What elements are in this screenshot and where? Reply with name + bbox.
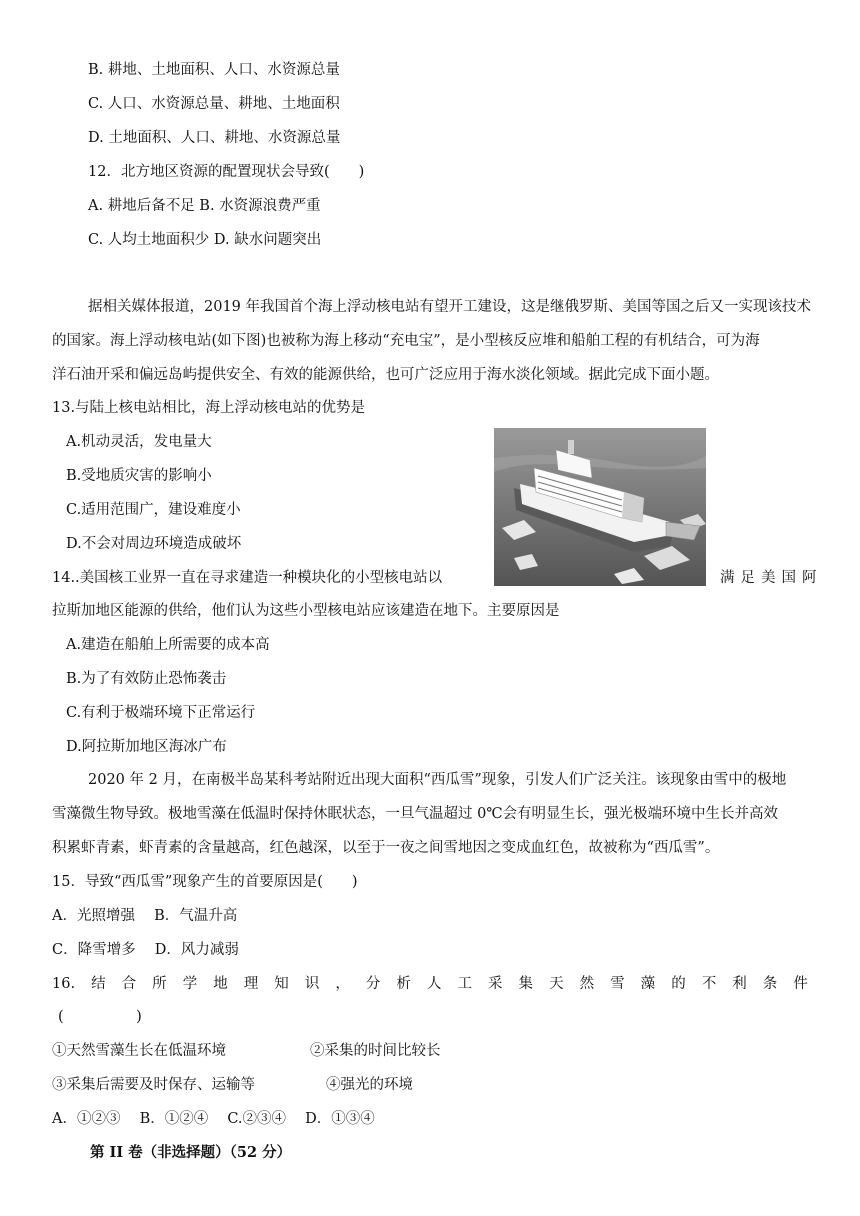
q16-options: A．①②③ B．①②④ C.②③④ D．①③④ xyxy=(52,1111,375,1127)
q15-options-cd: C．降雪增多 D．风力减弱 xyxy=(52,942,239,958)
q15-options-ab: A．光照增强 B．气温升高 xyxy=(52,908,238,924)
q14-stem-left: 14..美国核工业界一直在寻求建造一种模块化的小型核电站以 xyxy=(52,570,443,586)
q11-option-d: D. 土地面积、人口、耕地、水资源总量 xyxy=(88,130,341,146)
q16-stem-char: 不 xyxy=(701,976,717,992)
q16-stem-char: 天 xyxy=(549,976,564,992)
q16-stem-char: 16. xyxy=(52,976,76,992)
q16-stem-paren: ( ) xyxy=(58,1009,142,1025)
q12-options-ab: A. 耕地后备不足 B. 水资源浪费严重 xyxy=(88,198,321,214)
passage2-line-2: 雪藻微生物导致。极地雪藻在低温时保持休眠状态，一旦气温超过 0℃会有明显生长，强光极端环境中生长并高效 xyxy=(52,806,779,822)
q16-stem-char: 采 xyxy=(488,976,503,992)
q16-stem-char: 合 xyxy=(121,976,137,992)
q11-option-c: C. 人口、水资源总量、耕地、土地面积 xyxy=(88,96,340,112)
q16-stem-char: 识 xyxy=(304,976,320,992)
passage2-line-3: 积累虾青素，虾青素的含量越高，红色越深，以至于一夜之间雪地因之变成血红色，故被称为“西瓜雪”。 xyxy=(52,840,720,856)
q13-option-c: C.适用范围广，建设难度小 xyxy=(66,502,241,518)
q16-stem-char: 析 xyxy=(396,976,411,992)
passage1-line-1: 据相关媒体报道，2019 年我国首个海上浮动核电站有望开工建设，这是继俄罗斯、美国等国之后又一实现该技术 xyxy=(88,299,812,315)
q16-stem-char: 件 xyxy=(793,976,808,992)
q16-stem-char: 地 xyxy=(213,976,228,992)
q13-option-a: A.机动灵活，发电量大 xyxy=(66,434,212,450)
q16-stem-char: 结 xyxy=(91,976,106,992)
q12-options-cd: C. 人均土地面积少 D. 缺水问题突出 xyxy=(88,232,322,248)
q14-stem-right: 满足美国阿 xyxy=(720,570,823,586)
q16-stem-char: 集 xyxy=(518,976,534,992)
passage2-line-1: 2020 年 2 月，在南极半岛某科考站附近出现大面积“西瓜雪”现象，引发人们广泛关注。该现象由雪中的极地 xyxy=(88,772,787,788)
q16-stem-char: 所 xyxy=(152,976,167,992)
q13-stem: 13.与陆上核电站相比，海上浮动核电站的优势是 xyxy=(52,400,366,416)
q14-option-a: A.建造在船舶上所需要的成本高 xyxy=(66,637,270,653)
q16-stem-char: 雪 xyxy=(610,976,625,992)
q16-stem-char: 分 xyxy=(365,976,381,992)
section-title: 第 II 卷（非选择题）（52 分） xyxy=(90,1144,292,1161)
q12-stem: 12．北方地区资源的配置现状会导致( ) xyxy=(88,164,365,180)
q16-stem-char: 的 xyxy=(671,976,686,992)
passage1-line-3: 洋石油开采和偏远岛屿提供安全、有效的能源供给，也可广泛应用于海水淡化领域。据此完成下面小题。 xyxy=(52,367,719,383)
q16-stem-char: 知 xyxy=(274,976,289,992)
q14-stem-line-2: 拉斯加地区能源的供给，他们认为这些小型核电站应该建造在地下。主要原因是 xyxy=(52,603,560,619)
ship-illustration xyxy=(494,428,706,586)
q16-stem-char: 学 xyxy=(182,976,198,992)
q16-item-1: ①天然雪藻生长在低温环境 xyxy=(52,1043,226,1059)
q16-stem-char: 利 xyxy=(732,976,747,992)
q16-stem-char: ， xyxy=(335,976,350,992)
q16-stem-char: 藻 xyxy=(640,976,656,992)
q14-option-d: D.阿拉斯加地区海冰广布 xyxy=(66,739,227,755)
q16-item-2: ②采集的时间比较长 xyxy=(310,1043,441,1059)
floating-nuclear-plant-image xyxy=(494,428,706,586)
q13-option-b: B.受地质灾害的影响小 xyxy=(66,468,212,484)
q16-stem-char: 人 xyxy=(426,976,442,992)
passage1-line-2: 的国家。海上浮动核电站(如下图)也被称为海上移动“充电宝”，是小型核反应堆和船舶工程的有机结合，可为海 xyxy=(52,333,760,349)
q14-option-c: C.有利于极端环境下正常运行 xyxy=(66,705,256,721)
q14-option-b: B.为了有效防止恐怖袭击 xyxy=(66,671,227,687)
q16-stem xyxy=(52,974,808,994)
q11-option-b: B. 耕地、土地面积、人口、水资源总量 xyxy=(88,62,340,78)
q16-item-4: ④强光的环境 xyxy=(326,1077,413,1093)
q16-stem-char: 条 xyxy=(762,976,778,992)
q16-item-3: ③采集后需要及时保存、运输等 xyxy=(52,1077,255,1093)
q16-stem-char: 理 xyxy=(243,976,259,992)
q13-option-d: D.不会对周边环境造成破坏 xyxy=(66,536,242,552)
q16-stem-char: 工 xyxy=(457,976,472,992)
q16-stem-char: 然 xyxy=(579,976,595,992)
q15-stem: 15．导致“西瓜雪”现象产生的首要原因是( ) xyxy=(52,874,358,890)
